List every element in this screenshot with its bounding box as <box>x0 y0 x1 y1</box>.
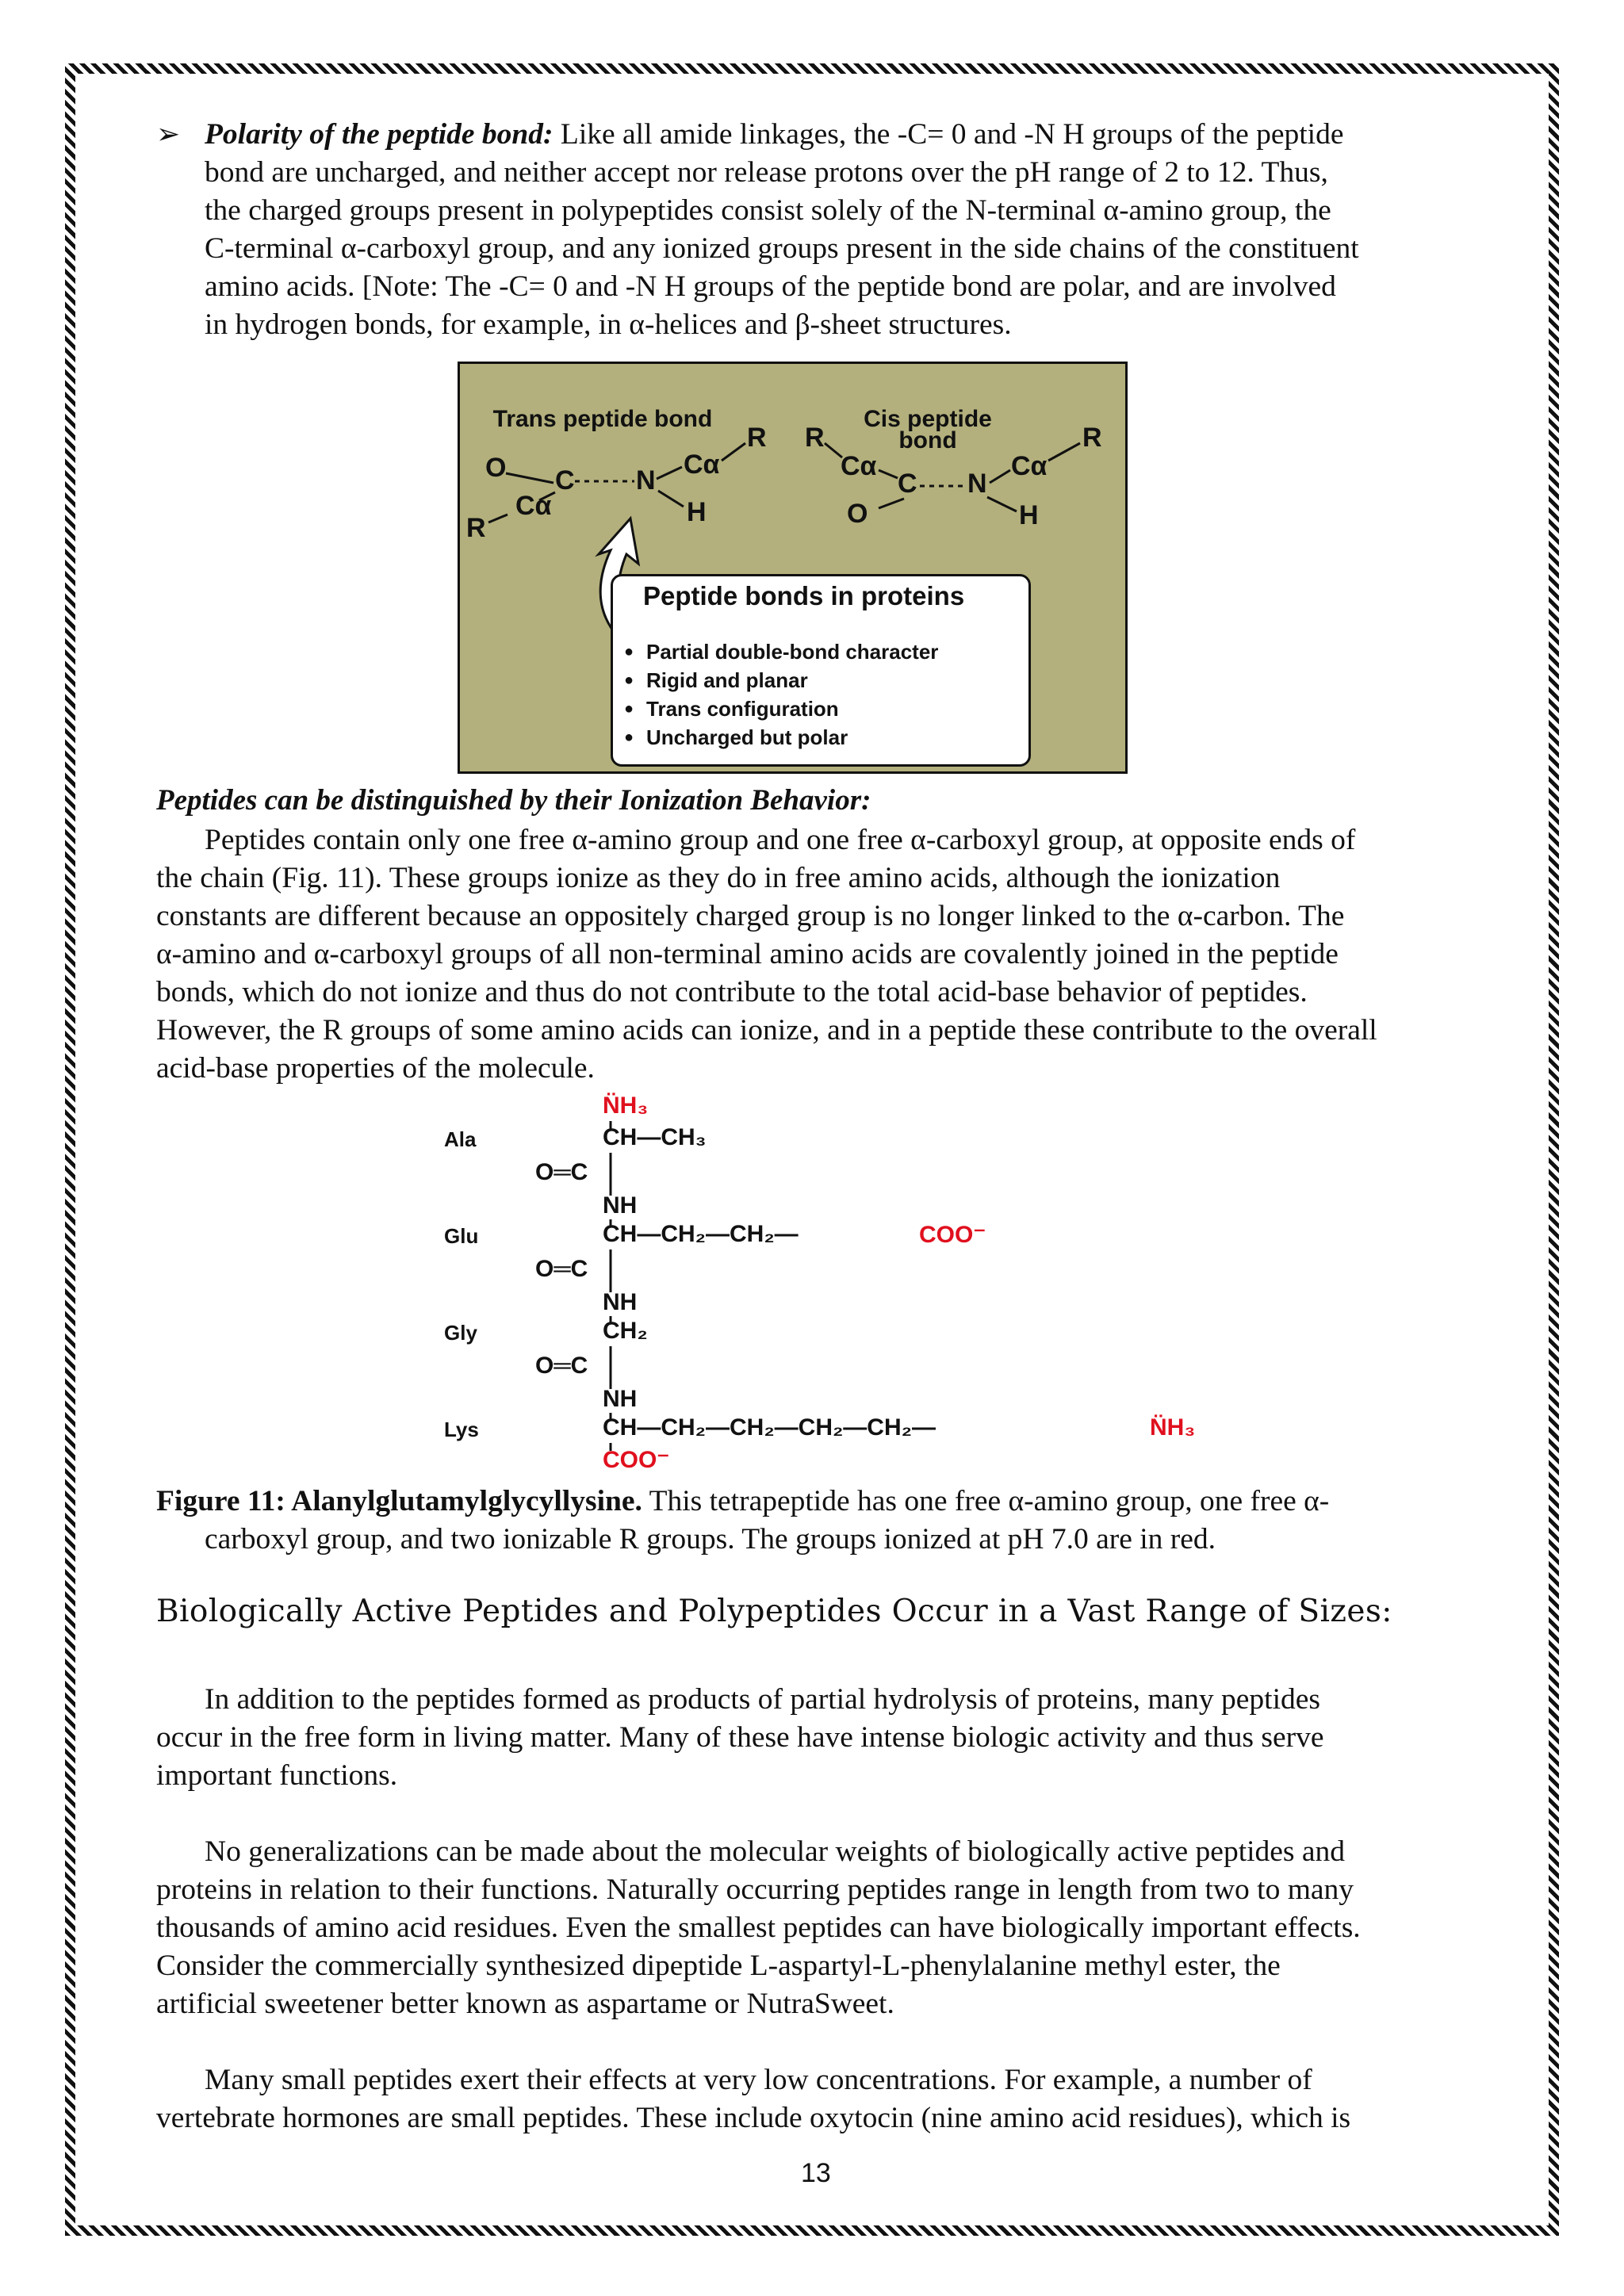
body-line: proteins in relation to their functions. Naturally occurring peptides range in length from two to many <box>156 1873 1354 1906</box>
residue-label-glu: Glu <box>444 1224 479 1248</box>
bullet-line: Like all amide linkages, the -C= 0 and -N H groups of the peptide <box>560 118 1344 151</box>
lys-amino: N̈H₃ <box>1150 1414 1196 1441</box>
residue-label-ala: Ala <box>444 1127 477 1151</box>
body-line: artificial sweetener better known as aspartame or NutraSweet. <box>156 1988 894 2020</box>
amide-nh: NH <box>603 1289 638 1315</box>
ala-row: CH—CH₃ <box>603 1124 707 1150</box>
carbonyl: O═C <box>535 1353 588 1379</box>
bullet-line: bond are uncharged, and neither accept nor release protons over the pH range of 2 to 12. Thus, <box>205 156 1328 189</box>
body-line: Many small peptides exert their effects at very low concentrations. For example, a number of <box>205 2064 1312 2096</box>
atom-calpha: Cα <box>1011 451 1048 481</box>
callout-item: ● Uncharged but polar <box>619 727 1024 748</box>
atom-n: N <box>967 469 987 499</box>
bullet-title: Polarity of the peptide bond: <box>205 118 553 151</box>
atom-r: R <box>466 513 486 543</box>
gly-row: CH₂ <box>603 1318 648 1344</box>
backbone-bonds <box>440 1093 1249 1481</box>
body-line: However, the R groups of some amino acids can ionize, and in a peptide these contribute to the overall <box>156 1014 1377 1047</box>
callout-title: Peptide bonds in proteins <box>643 581 965 610</box>
bullet-marker: ➢ <box>156 118 181 150</box>
body-line: thousands of amino acid residues. Even the smallest peptides can have biologically important effects. <box>156 1911 1361 1944</box>
figure-caption-label: Figure 11: Alanylglutamylglycyllysine. <box>156 1485 642 1517</box>
body-line: acid-base properties of the molecule. <box>156 1052 595 1085</box>
n-terminal-amino: N̈H₃ <box>603 1093 649 1119</box>
atom-o: O <box>847 499 868 529</box>
body-line: the chain (Fig. 11). These groups ionize as they do in free amino acids, although the ionization <box>156 862 1281 894</box>
body-line: In addition to the peptides formed as products of partial hydrolysis of proteins, many peptides <box>205 1683 1321 1716</box>
body-line: vertebrate hormones are small peptides. These include oxytocin (nine amino acid residues), which is <box>156 2102 1351 2134</box>
atom-r: R <box>747 423 767 453</box>
bullet-line: amino acids. [Note: The -C= 0 and -N H groups of the peptide bond are polar, and are involved <box>205 270 1336 303</box>
c-terminal-carboxylate: COO⁻ <box>603 1447 670 1473</box>
bullet-line: the charged groups present in polypeptides consist solely of the N-terminal α-amino group, the <box>205 194 1331 227</box>
bullet-line: in hydrogen bonds, for example, in α-helices and β-sheet structures. <box>205 308 1012 341</box>
amide-nh: NH <box>603 1192 638 1219</box>
residue-label-gly: Gly <box>444 1321 477 1345</box>
glu-carboxylate: COO⁻ <box>919 1222 986 1248</box>
figure-caption-line-2: carboxyl group, and two ionizable R groups. The groups ionized at pH 7.0 are in red. <box>205 1523 1216 1556</box>
body-line: occur in the free form in living matter. Many of these have intense biologic activity and thus serve <box>156 1721 1324 1754</box>
callout-list <box>619 641 1024 756</box>
atom-c: C <box>555 465 575 496</box>
atom-n: N <box>636 465 656 496</box>
lys-row: CH—CH₂—CH₂—CH₂—CH₂— <box>603 1414 936 1441</box>
amide-nh: NH <box>603 1386 638 1412</box>
atom-calpha: Cα <box>841 451 877 481</box>
bullet-line: C-terminal α-carboxyl group, and any ionized groups present in the side chains of the constituent <box>205 232 1359 265</box>
atom-c: C <box>898 469 917 499</box>
callout-item: ● Partial double-bond character <box>619 641 1024 662</box>
body-line: bonds, which do not ionize and thus do not contribute to the total acid-base behavior of peptides. <box>156 976 1308 1008</box>
carbonyl: O═C <box>535 1159 588 1185</box>
peptide-bond-figure <box>458 362 1128 774</box>
body-line: No generalizations can be made about the molecular weights of biologically active peptides and <box>205 1835 1346 1868</box>
residue-label-lys: Lys <box>444 1418 479 1441</box>
atom-o: O <box>485 453 507 483</box>
body-line: Peptides contain only one free α-amino group and one free α-carboxyl group, at opposite ends of <box>205 824 1356 856</box>
figure-caption-line-1 <box>156 1483 1472 1521</box>
body-line: constants are different because an oppositely charged group is no longer linked to the α-carbon. The <box>156 900 1345 932</box>
atom-r: R <box>1082 423 1102 453</box>
body-line: α-amino and α-carboxyl groups of all non-terminal amino acids are covalently joined in the peptide <box>156 938 1339 970</box>
atom-calpha: Cα <box>684 450 720 480</box>
figure-caption-text: This tetrapeptide has one free α-amino group, one free α- <box>649 1485 1330 1517</box>
atom-r: R <box>805 423 825 453</box>
glu-row: CH—CH₂—CH₂— <box>603 1221 799 1247</box>
section-heading-biologically-active: Biologically Active Peptides and Polypeptides Occur in a Vast Range of Sizes: <box>156 1594 1392 1629</box>
body-line: Consider the commercially synthesized dipeptide L-aspartyl-L-phenylalanine methyl ester, the <box>156 1950 1281 1982</box>
atom-calpha: Cα <box>515 491 552 521</box>
page-number: 13 <box>801 2158 831 2188</box>
peptide-bond-callout <box>611 574 1031 767</box>
atom-h: H <box>687 497 707 527</box>
tetrapeptide-structure-figure <box>440 1093 1249 1481</box>
bullet-paragraph-line-1 <box>205 116 1472 154</box>
callout-item: ● Trans configuration <box>619 698 1024 719</box>
atom-h: H <box>1019 500 1039 530</box>
carbonyl: O═C <box>535 1256 588 1282</box>
section-heading-ionization: Peptides can be distinguished by their Ionization Behavior: <box>156 784 871 817</box>
cis-peptide-label: Cis peptide bond <box>864 406 992 453</box>
trans-peptide-label: Trans peptide bond <box>492 406 713 432</box>
callout-item: ● Rigid and planar <box>619 670 1024 691</box>
body-line: important functions. <box>156 1759 398 1792</box>
